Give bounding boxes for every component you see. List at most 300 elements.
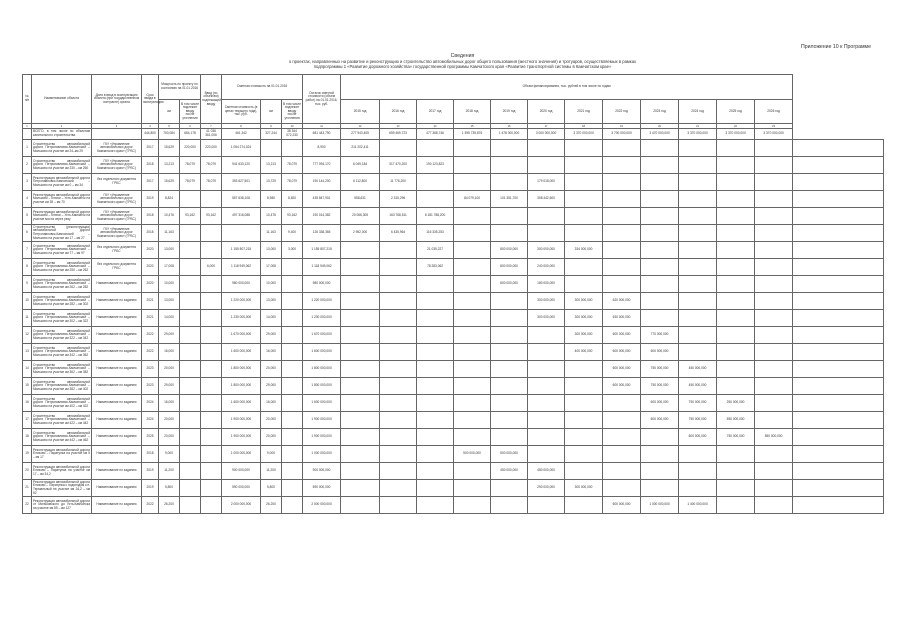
- row-cell: [380, 497, 417, 514]
- row-cell: [180, 446, 201, 463]
- row-cell: 800 000,000: [491, 242, 528, 259]
- row-cell: 6 181 788,200: [417, 208, 454, 225]
- row-cell: [380, 378, 417, 395]
- table-row: [23, 157, 884, 174]
- row-cell: [528, 208, 565, 225]
- column-number: 11: [303, 124, 341, 129]
- row-cell: [417, 395, 454, 412]
- row-cell: 450 000,000: [491, 463, 528, 480]
- row-cell: [641, 140, 679, 157]
- row-cell: 1 800 000,000: [303, 378, 341, 395]
- row-number: 11: [23, 310, 32, 327]
- row-cell: 190 014,382: [303, 208, 341, 225]
- row-cell: [793, 208, 884, 225]
- row-cell: [417, 174, 454, 191]
- row-number: 5: [23, 208, 32, 225]
- row-cell: 16,000: [261, 395, 282, 412]
- row-number: 20: [23, 463, 32, 480]
- row-cell: [201, 242, 222, 259]
- row-cell: 78,079: [180, 174, 201, 191]
- row-cell: [565, 429, 603, 446]
- row-cell: [454, 140, 491, 157]
- row-cell: 300 000,000: [565, 480, 603, 497]
- row-cell: [679, 276, 717, 293]
- table-row: [23, 225, 884, 242]
- row-cell: [201, 225, 222, 242]
- row-cell: [341, 327, 380, 344]
- row-cell: 770 000,000: [641, 327, 679, 344]
- row-cell: [454, 361, 491, 378]
- row-cell: [201, 361, 222, 378]
- row-cell: 1 118 949,062: [222, 259, 261, 276]
- row-number: 7: [23, 242, 32, 259]
- row-cell: 5,800: [261, 480, 282, 497]
- row-cell: 393 627,501: [222, 174, 261, 191]
- row-cell: 1 800 000,000: [303, 361, 341, 378]
- row-cell: 1 155 807,215: [222, 242, 261, 259]
- row-cell: 93,162: [201, 208, 222, 225]
- row-cell: [679, 446, 717, 463]
- row-cell: [454, 259, 491, 276]
- customer: Наименование по заданию: [92, 327, 142, 344]
- row-cell: 20,000: [159, 429, 180, 446]
- object-name: Строительство автомобильной дороги Петропавловск-Камчатский – Мильково на участке км 262 – км 282: [32, 276, 92, 293]
- row-cell: [793, 293, 884, 310]
- total-value: 38 344 072,230: [282, 129, 303, 140]
- row-cell: [793, 429, 884, 446]
- header-est-remaining: В том числе подлежит вводу после уточнения: [282, 100, 303, 124]
- row-cell: [491, 395, 528, 412]
- row-cell: [282, 293, 303, 310]
- table-row: [23, 412, 884, 429]
- row-cell: [454, 225, 491, 242]
- row-cell: [341, 463, 380, 480]
- row-cell: [717, 497, 755, 514]
- row-cell: [201, 327, 222, 344]
- row-cell: 78,079: [201, 157, 222, 174]
- row-cell: [180, 480, 201, 497]
- row-cell: [603, 225, 641, 242]
- row-cell: [755, 497, 793, 514]
- row-cell: 20 066,305: [341, 208, 380, 225]
- table-row: [23, 208, 884, 225]
- row-cell: 800 000,000: [491, 259, 528, 276]
- customer: без отдельного документа ГРБС: [92, 242, 142, 259]
- row-cell: [454, 463, 491, 480]
- row-cell: 10,000: [159, 276, 180, 293]
- object-name: Строительство автомобильной дороги Петропавловск-Камчатский – Мильково на участке км 422 – км 442: [32, 412, 92, 429]
- row-cell: [641, 225, 679, 242]
- row-cell: [717, 174, 755, 191]
- row-cell: [603, 174, 641, 191]
- row-cell: 11,163: [159, 225, 180, 242]
- row-cell: [755, 157, 793, 174]
- row-cell: 10,000: [261, 276, 282, 293]
- row-cell: 1 230 000,000: [222, 310, 261, 327]
- row-cell: 21 035,227: [417, 242, 454, 259]
- row-cell: [341, 480, 380, 497]
- row-cell: [717, 140, 755, 157]
- row-cell: [641, 191, 679, 208]
- row-cell: [417, 140, 454, 157]
- row-number: 16: [23, 395, 32, 412]
- row-cell: [755, 293, 793, 310]
- row-cell: 2 952,000: [341, 225, 380, 242]
- row-cell: [380, 140, 417, 157]
- row-cell: [180, 463, 201, 480]
- total-value: 444,800: [142, 129, 159, 140]
- object-name: Строительство автомобильной дороги Петропавловск-Камчатский – Мильково на участке км 250 – км 262: [32, 259, 92, 276]
- table-row: [23, 395, 884, 412]
- row-number: 9: [23, 276, 32, 293]
- row-cell: [565, 378, 603, 395]
- row-cell: 20,000: [159, 361, 180, 378]
- total-value: 3 370 000,000: [679, 129, 717, 140]
- title-line-3: подпрограммы 1 «Развитие дорожного хозяйства» государственной программы Камчатского края «Развитие транспортной системы в Камчатском крае»: [313, 64, 612, 70]
- column-number: 2: [32, 124, 92, 129]
- total-value: 1 478 000,000: [491, 129, 528, 140]
- row-cell: [454, 480, 491, 497]
- total-value: 277 943,405: [341, 129, 380, 140]
- row-cell: [755, 446, 793, 463]
- row-cell: [528, 497, 565, 514]
- row-cell: [491, 208, 528, 225]
- table-row: [23, 276, 884, 293]
- row-cell: [755, 140, 793, 157]
- row-cell: 179 018,000: [528, 174, 565, 191]
- row-cell: [603, 259, 641, 276]
- total-value: 327,244: [261, 129, 282, 140]
- row-cell: [491, 327, 528, 344]
- row-cell: [201, 480, 222, 497]
- row-cell: [180, 497, 201, 514]
- row-cell: [180, 344, 201, 361]
- row-cell: 500 000,000: [491, 446, 528, 463]
- object-name: Строительство автомобильной дороги Петропавловск-Камчатский – Мильково на участке км 382 – км 402: [32, 378, 92, 395]
- row-cell: 2019: [142, 463, 159, 480]
- object-name: Строительство автомобильной дороги Петропавловск-Камчатский – Мильково на участке км 342 – км 362: [32, 344, 92, 361]
- header-cap-km: км: [159, 100, 180, 124]
- row-cell: 20,000: [261, 361, 282, 378]
- total-row: [23, 129, 884, 140]
- total-label: ВСЕГО, в том числе по объектам капитального строительства: [32, 129, 92, 140]
- row-cell: 590 000,000: [303, 480, 341, 497]
- row-cell: [201, 310, 222, 327]
- row-cell: [679, 327, 717, 344]
- row-cell: [380, 276, 417, 293]
- table-row: [23, 259, 884, 276]
- row-cell: [793, 157, 884, 174]
- row-cell: 1 230 000,000: [303, 310, 341, 327]
- row-cell: [603, 480, 641, 497]
- row-cell: [793, 140, 884, 157]
- row-cell: [679, 225, 717, 242]
- row-cell: [565, 463, 603, 480]
- customer: ГКУ «Управление автомобильных дорог Камчатского края» (ГРБС): [92, 157, 142, 174]
- row-cell: [380, 242, 417, 259]
- row-cell: [755, 310, 793, 327]
- row-cell: 220,000: [201, 140, 222, 157]
- table-row: [23, 191, 884, 208]
- row-cell: 600 000,000: [603, 378, 641, 395]
- row-cell: 290 000,000: [528, 480, 565, 497]
- header-funding-group: Объем финансирования, тыс. рублей в том числе по годам: [341, 75, 793, 100]
- row-cell: 2 000 000,000: [303, 497, 341, 514]
- column-number: 19: [603, 124, 641, 129]
- row-cell: [641, 208, 679, 225]
- row-cell: [380, 395, 417, 412]
- row-cell: 2019: [142, 480, 159, 497]
- row-cell: [755, 395, 793, 412]
- header-num: № п/п: [23, 75, 32, 124]
- row-cell: 11,200: [159, 463, 180, 480]
- row-cell: 2023: [142, 361, 159, 378]
- row-cell: [793, 242, 884, 259]
- row-cell: [417, 480, 454, 497]
- row-cell: 400 000,000: [565, 344, 603, 361]
- row-cell: [417, 446, 454, 463]
- row-cell: 78,079: [180, 157, 201, 174]
- row-cell: [380, 259, 417, 276]
- row-number: 18: [23, 429, 32, 446]
- row-cell: [603, 242, 641, 259]
- customer: Наименование по заданию: [92, 395, 142, 412]
- row-cell: 180 000,000: [528, 276, 565, 293]
- row-cell: 190 144,200: [303, 174, 341, 191]
- row-cell: [565, 497, 603, 514]
- row-cell: [528, 361, 565, 378]
- object-name: Реконструкция автомобильной дороги Елизово – Паратунка с подъездом к п. Термальный на участке км 34,2 – км 52: [33, 479, 90, 495]
- row-cell: 2021: [142, 293, 159, 310]
- row-cell: 29,000: [261, 378, 282, 395]
- row-cell: [491, 412, 528, 429]
- row-cell: 550 000,000: [717, 412, 755, 429]
- row-cell: [679, 310, 717, 327]
- row-cell: 317 470,200: [380, 157, 417, 174]
- row-cell: [491, 310, 528, 327]
- row-number: 8: [23, 259, 32, 276]
- row-cell: [755, 327, 793, 344]
- row-cell: 220,000: [180, 140, 201, 157]
- row-cell: 1 000 000,000: [303, 446, 341, 463]
- row-cell: 16,000: [159, 395, 180, 412]
- row-cell: [679, 480, 717, 497]
- row-cell: 10,476: [159, 208, 180, 225]
- row-cell: 10,476: [261, 208, 282, 225]
- row-cell: [180, 378, 201, 395]
- column-number: 20: [641, 124, 679, 129]
- row-cell: [222, 225, 261, 242]
- row-cell: [180, 191, 201, 208]
- row-cell: [341, 446, 380, 463]
- row-number: 14: [23, 361, 32, 378]
- row-cell: 2021: [142, 310, 159, 327]
- row-cell: 1 900 000,000: [222, 429, 261, 446]
- row-cell: 600 000,000: [641, 395, 679, 412]
- row-cell: [282, 412, 303, 429]
- document-title: [60, 54, 865, 70]
- row-cell: 600 000,000: [641, 344, 679, 361]
- row-cell: 5,800: [159, 480, 180, 497]
- row-cell: [679, 242, 717, 259]
- row-cell: [641, 293, 679, 310]
- row-cell: [793, 259, 884, 276]
- row-cell: [641, 310, 679, 327]
- column-number: 22: [717, 124, 755, 129]
- row-cell: 2018: [142, 157, 159, 174]
- object-name: Реконструкция автомобильной дороги Елизово – Паратунка на участке км 5 – км 17: [32, 446, 92, 463]
- customer: Наименование по заданию: [92, 412, 142, 429]
- header-year: 2017 год: [417, 100, 454, 124]
- row-cell: [717, 208, 755, 225]
- row-cell: [180, 225, 201, 242]
- row-cell: [679, 463, 717, 480]
- row-cell: [380, 310, 417, 327]
- object-name: Строительство автомобильной дороги Петропавловск-Камчатский – Мильково на участке км 230 – км 260: [32, 157, 92, 174]
- row-cell: [793, 361, 884, 378]
- row-cell: [755, 378, 793, 395]
- customer: Наименование по заданию: [92, 310, 142, 327]
- table-row: [23, 497, 884, 514]
- customer: ГКУ «Управление автомобильных дорог Камчатского края» (ГРБС): [92, 208, 142, 225]
- object-name: Строительство автомобильной дороги Петропавловск-Камчатский – Мильково на участке км 402 – км 422: [32, 395, 92, 412]
- table-row: [23, 242, 884, 259]
- customer: Наименование по заданию: [92, 463, 142, 480]
- customer: без отдельного документа ГРБС: [92, 174, 142, 191]
- row-cell: 900 000,000: [303, 463, 341, 480]
- row-cell: [491, 157, 528, 174]
- row-cell: 750 000,000: [641, 361, 679, 378]
- row-cell: 2019: [142, 191, 159, 208]
- row-cell: 2020: [142, 276, 159, 293]
- row-cell: 15,629: [159, 140, 180, 157]
- customer: без отдельного документа ГРБС: [92, 259, 142, 276]
- row-cell: [603, 395, 641, 412]
- object-name: Строительство автомобильной дороги Петропавловск-Камчатский – Мильково на участке км 282 – км 302: [32, 293, 92, 310]
- row-cell: 13,729: [261, 174, 282, 191]
- row-cell: 17,008: [261, 259, 282, 276]
- row-cell: [528, 344, 565, 361]
- table-row: [23, 446, 884, 463]
- row-cell: 2024: [142, 395, 159, 412]
- row-cell: [201, 497, 222, 514]
- customer: ГКУ «Управление автомобильных дорог Камчатского края» (ГРБС): [92, 225, 142, 242]
- row-cell: 2018: [142, 446, 159, 463]
- column-number: 12: [341, 124, 380, 129]
- row-cell: 8,980: [261, 191, 282, 208]
- row-cell: [341, 259, 380, 276]
- row-cell: 590 000,000: [222, 480, 261, 497]
- row-cell: [603, 429, 641, 446]
- row-cell: 2023: [142, 378, 159, 395]
- row-cell: 93,162: [180, 208, 201, 225]
- total-value: 681 443,790: [303, 129, 341, 140]
- table-row: [23, 344, 884, 361]
- header-est-km: км: [261, 100, 282, 124]
- row-cell: [528, 429, 565, 446]
- row-cell: [491, 480, 528, 497]
- row-cell: 750 000,000: [679, 395, 717, 412]
- row-cell: 116 335,253: [417, 225, 454, 242]
- row-cell: [454, 242, 491, 259]
- customer: Наименование по заданию: [92, 293, 142, 310]
- row-cell: [454, 429, 491, 446]
- row-cell: 1 600 000,000: [303, 395, 341, 412]
- row-cell: [565, 174, 603, 191]
- row-cell: 308 442,600: [528, 191, 565, 208]
- row-cell: [201, 191, 222, 208]
- row-cell: 1 800 000,000: [222, 378, 261, 395]
- row-cell: [565, 276, 603, 293]
- row-cell: [528, 446, 565, 463]
- title-line-2: о проектах, направленных на развитие и реконструкцию и строительство автомобильных дорог общего пользования (местного значения) и тротуаров, осуществляемых в рамках: [288, 59, 637, 65]
- row-cell: 1 000 000,000: [641, 497, 679, 514]
- row-cell: 1 900 000,000: [303, 412, 341, 429]
- customer: Наименование по заданию: [92, 361, 142, 378]
- table-row: [23, 429, 884, 446]
- row-cell: 300 000,000: [565, 293, 603, 310]
- row-cell: [755, 463, 793, 480]
- row-cell: [603, 412, 641, 429]
- row-cell: [565, 208, 603, 225]
- row-cell: [417, 310, 454, 327]
- row-cell: 11 776,200: [380, 174, 417, 191]
- row-cell: [380, 293, 417, 310]
- row-cell: 2025: [142, 429, 159, 446]
- row-cell: 1 118 949,062: [303, 259, 341, 276]
- total-value: 41 036 361,006: [201, 129, 222, 140]
- header-est-cost-group: Сметная стоимость на 01.01.2016: [222, 75, 303, 100]
- row-cell: 26,200: [261, 497, 282, 514]
- row-cell: [491, 293, 528, 310]
- customer: ГКУ «Управление автомобильных дорог Камчатского края» (ГРБС): [92, 191, 142, 208]
- row-cell: [341, 361, 380, 378]
- row-cell: [282, 378, 303, 395]
- object-name: Строительство автомобильной дороги Петропавловск-Камчатский – Мильково на участке км 442 – км 462: [32, 429, 92, 446]
- customer: Наименование по заданию: [92, 276, 142, 293]
- row-number: 10: [23, 293, 32, 310]
- row-cell: 1 220 000,000: [222, 293, 261, 310]
- row-cell: [282, 429, 303, 446]
- row-cell: [755, 208, 793, 225]
- row-cell: [417, 191, 454, 208]
- header-object: Наименование объекта: [32, 75, 92, 124]
- row-cell: 84 079,100: [454, 191, 491, 208]
- customer: ГКУ «Управление автомобильных дорог Камчатского края» (ГРБС): [92, 140, 142, 157]
- row-cell: [755, 361, 793, 378]
- total-value: 3 000 000,000: [528, 129, 565, 140]
- row-cell: 78 283,062: [417, 259, 454, 276]
- row-cell: [755, 276, 793, 293]
- row-cell: 1 600 000,000: [222, 344, 261, 361]
- row-cell: [565, 412, 603, 429]
- column-number: 8: [222, 124, 261, 129]
- row-cell: [641, 463, 679, 480]
- row-cell: [641, 276, 679, 293]
- row-cell: [454, 327, 491, 344]
- row-cell: [717, 344, 755, 361]
- row-cell: [717, 480, 755, 497]
- row-cell: [180, 242, 201, 259]
- table-row: [23, 140, 884, 157]
- row-cell: [282, 259, 303, 276]
- header-row-1: [23, 75, 884, 100]
- row-cell: 15,629: [159, 174, 180, 191]
- row-cell: 2 000 000,000: [222, 497, 261, 514]
- row-cell: 2 315,296: [380, 191, 417, 208]
- row-cell: 600 000,000: [603, 361, 641, 378]
- row-cell: 16,000: [261, 344, 282, 361]
